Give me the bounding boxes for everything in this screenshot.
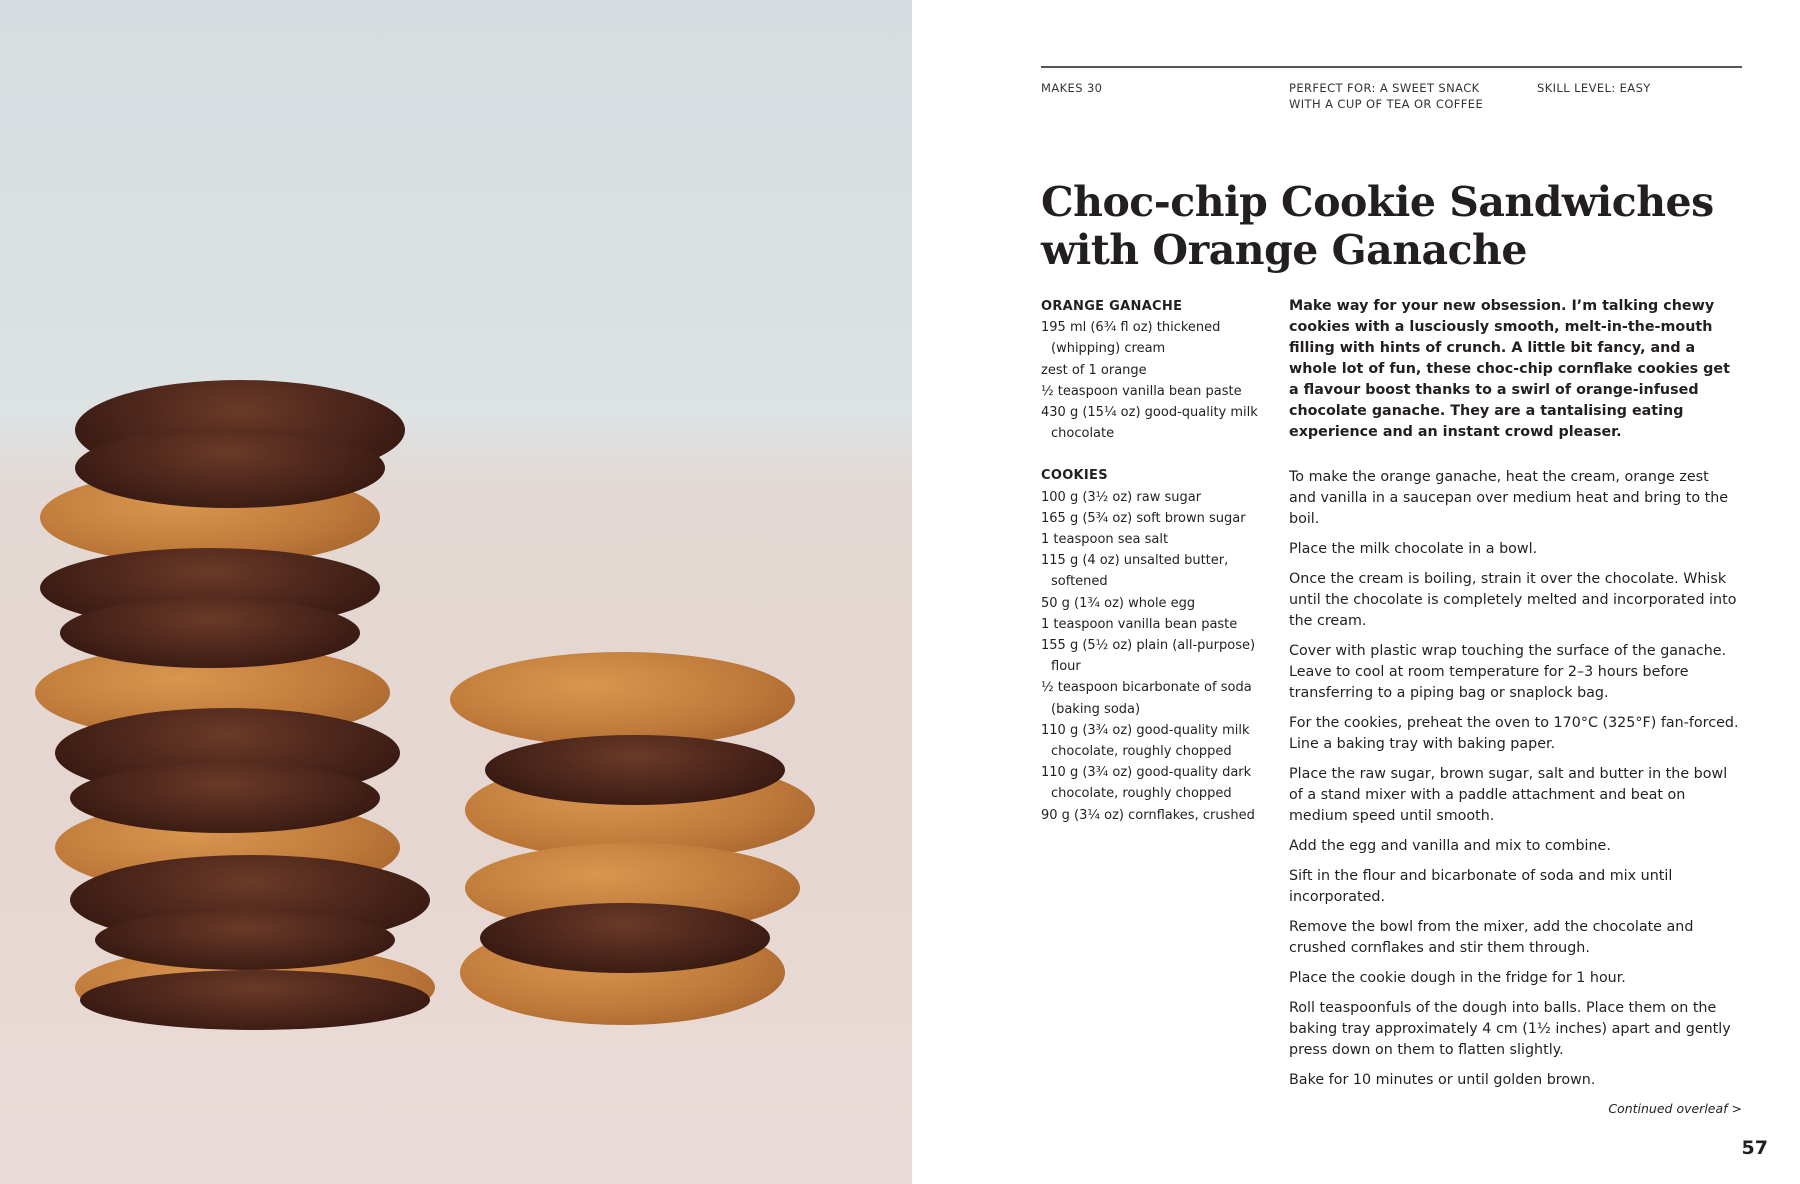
method-step: Place the cookie dough in the fridge for 1 hour. xyxy=(1289,970,1626,986)
method-step: To make the orange ganache, heat the cream, orange zest and vanilla in a saucepan over medium heat and bring to the boil. xyxy=(1289,469,1729,527)
ingredient-item: 90 g (3¼ oz) cornflakes, crushed xyxy=(1041,807,1255,823)
ganache-shape xyxy=(480,903,770,973)
method-step: Once the cream is boiling, strain it over the chocolate. Whisk until the chocolate is completely melted and incorporated into the cream. xyxy=(1289,571,1737,629)
method xyxy=(1289,296,1739,1100)
cookies-heading: COOKIES xyxy=(1041,468,1108,484)
perfect-for-line: WITH A CUP OF TEA OR COFFEE xyxy=(1289,97,1484,111)
intro-paragraph: Make way for your new obsession. I’m talking chewy cookies with a lusciously smooth, melt-in-the-mouth filling with hints of crunch. A little bit fancy, and a whole lot of fun, these choc-chip cornflake cookies get a flavour boost thanks to a swirl of orange-infused chocolate ganache. They are a tantalising eating experience and an instant crowd pleaser. xyxy=(1289,298,1730,440)
ingredient-item: 100 g (3½ oz) raw sugar xyxy=(1041,489,1202,505)
ingredient-item: zest of 1 orange xyxy=(1041,362,1147,378)
ganache-shape xyxy=(70,763,380,833)
method-step: Place the milk chocolate in a bowl. xyxy=(1289,541,1538,557)
recipe-title xyxy=(1041,178,1741,274)
ingredient-item: 115 g (4 oz) unsalted butter, softened xyxy=(1041,553,1229,590)
method-step: Cover with plastic wrap touching the surface of the ganache. Leave to cool at room temperature for 2–3 hours before transferring to a piping bag or snaplock bag. xyxy=(1289,643,1727,701)
method-step: For the cookies, preheat the oven to 170°C (325°F) fan-forced. Line a baking tray with baking paper. xyxy=(1289,715,1739,752)
ingredient-item: 430 g (15¼ oz) good-quality milk chocolate xyxy=(1041,405,1258,442)
title-line: with Orange Ganache xyxy=(1041,226,1527,274)
perfect-for-label xyxy=(1289,80,1483,112)
method-step: Sift in the flour and bicarbonate of soda and mix until incorporated. xyxy=(1289,868,1673,905)
page-number: 57 xyxy=(1741,1137,1768,1159)
perfect-for-line: PERFECT FOR: A SWEET SNACK xyxy=(1289,81,1480,95)
ingredient-item: 50 g (1¾ oz) whole egg xyxy=(1041,595,1196,611)
continued-overleaf: Continued overleaf > xyxy=(1608,1101,1742,1116)
ingredients-list xyxy=(1041,296,1266,826)
method-step: Add the egg and vanilla and mix to combine. xyxy=(1289,838,1611,854)
ingredient-item: 110 g (3¾ oz) good-quality milk chocolate, roughly chopped xyxy=(1041,722,1250,760)
ganache-heading: ORANGE GANACHE xyxy=(1041,299,1183,314)
ingredient-item: 1 teaspoon sea salt xyxy=(1041,532,1169,548)
ingredient-item: 165 g (5¾ oz) soft brown sugar xyxy=(1041,510,1246,526)
ingredient-item: 110 g (3¾ oz) good-quality dark chocolate, roughly chopped xyxy=(1041,765,1252,802)
ganache-shape xyxy=(60,598,360,668)
header-rule xyxy=(1041,66,1742,68)
ingredient-item: 195 ml (6¾ fl oz) thickened (whipping) cream xyxy=(1041,320,1221,357)
ingredient-item: ½ teaspoon bicarbonate of soda (baking soda) xyxy=(1041,680,1252,717)
ingredient-item: 1 teaspoon vanilla bean paste xyxy=(1041,616,1238,632)
method-step: Roll teaspoonfuls of the dough into balls. Place them on the baking tray approximately 4 cm (1½ inches) apart and gently press down on them to flatten slightly. xyxy=(1289,1000,1731,1058)
method-step: Remove the bowl from the mixer, add the chocolate and crushed cornflakes and stir them through. xyxy=(1289,919,1694,956)
makes-label: MAKES 30 xyxy=(1041,81,1103,95)
ganache-shape xyxy=(80,970,430,1030)
ganache-shape xyxy=(75,428,385,508)
title-line: Choc-chip Cookie Sandwiches xyxy=(1041,178,1714,226)
ganache-shape xyxy=(95,910,395,970)
ingredient-item: ½ teaspoon vanilla bean paste xyxy=(1041,383,1242,399)
method-step: Place the raw sugar, brown sugar, salt and butter in the bowl of a stand mixer with a paddle attachment and beat on medium speed until smooth. xyxy=(1289,766,1728,824)
method-step: Bake for 10 minutes or until golden brown. xyxy=(1289,1072,1596,1088)
skill-level-label: SKILL LEVEL: EASY xyxy=(1537,81,1651,95)
ingredient-item: 155 g (5½ oz) plain (all-purpose) flour xyxy=(1041,638,1256,675)
cookie-shape xyxy=(450,652,795,747)
ganache-shape xyxy=(485,735,785,805)
